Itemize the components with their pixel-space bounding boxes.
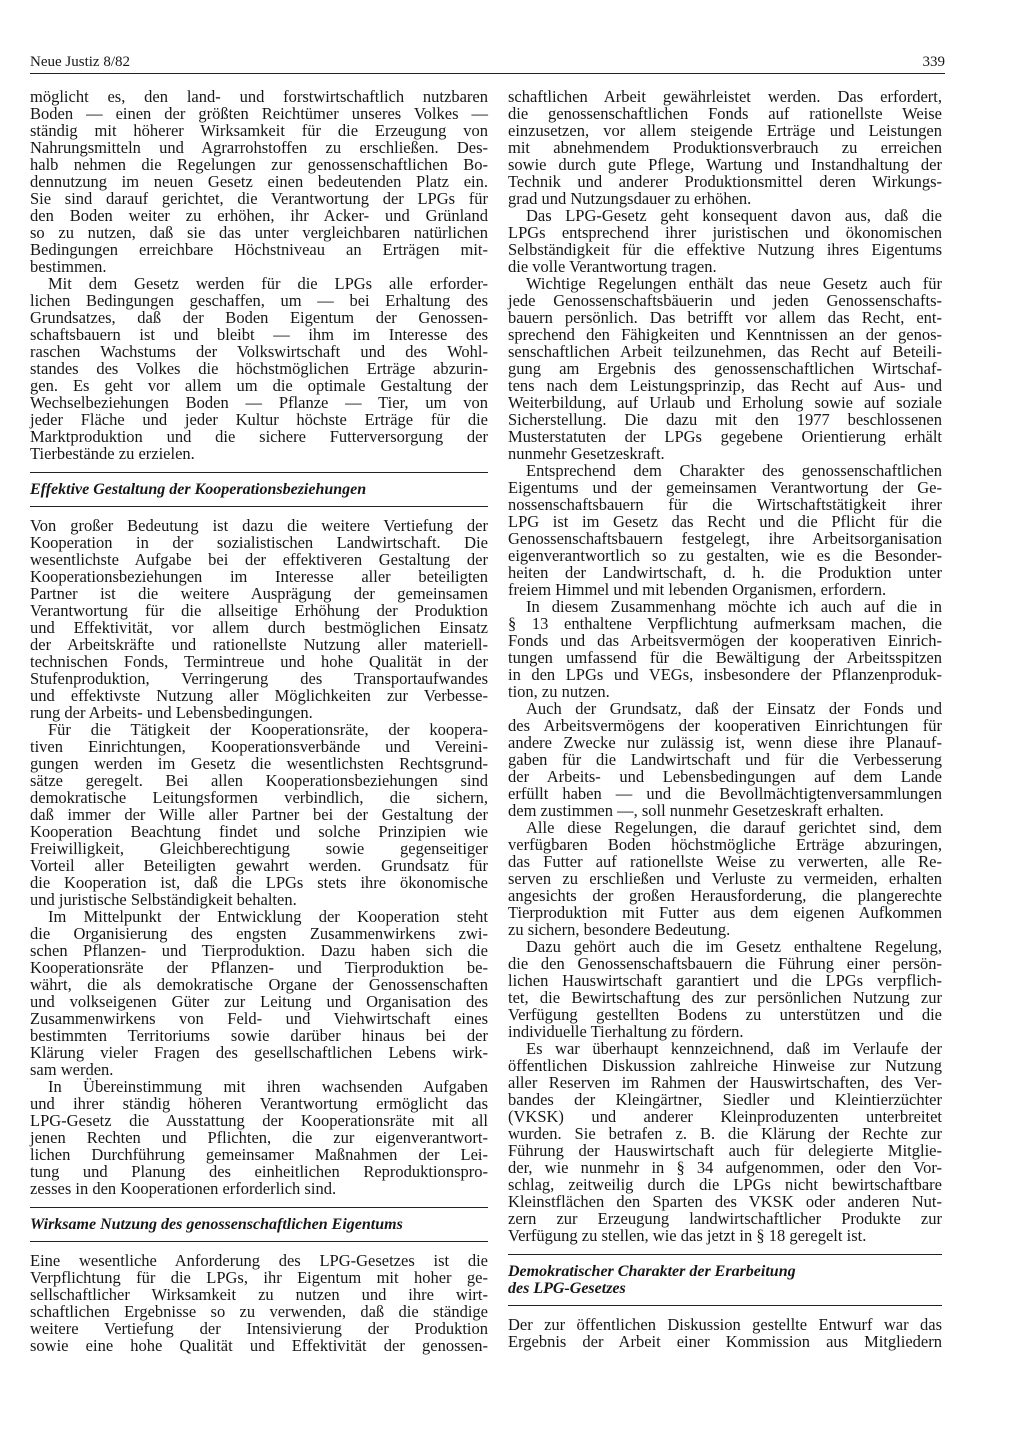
text-line: Verpflichtung für die LPGs, ihr Eigentum mit hoher ge- xyxy=(30,1268,488,1287)
text-line: Sicherstellung. Die dazu mit den 1977 beschlossenen xyxy=(508,410,942,429)
text-line: Von großer Bedeutung ist dazu die weitere Vertiefung der xyxy=(30,516,488,535)
text-line: dem zustimmen —, soll nunmehr Gesetzeskraft erhalten. xyxy=(508,801,884,820)
text-line: Mit dem Gesetz werden für die LPGs alle erforder- xyxy=(48,274,488,293)
text-line: bauern persönlich. Das betrifft vor allem das Recht, ent- xyxy=(508,308,942,327)
text-line: die volle Verantwortung tragen. xyxy=(508,257,717,276)
header-rule xyxy=(30,73,945,74)
text-line: gaben für die Landwirtschaft und für die Verbesserung xyxy=(508,750,942,769)
text-line: wesentlichste Aufgabe bei der effektiveren Gestaltung der xyxy=(30,550,488,569)
journal-issue: Neue Justiz 8/82 xyxy=(30,54,130,70)
text-line: technischen Fonds, Termintreue und hohe Qualität in der xyxy=(30,652,488,671)
text-line: tens nach dem Leistungsprinzip, das Recht auf Aus- und xyxy=(508,376,942,395)
paragraph xyxy=(30,517,488,721)
text-line: und ihrer ständig höheren Verantwortung ermöglicht das xyxy=(30,1094,488,1113)
text-line: Dazu gehört auch die im Gesetz enthaltene Regelung, xyxy=(526,937,942,956)
text-line: Tierbestände zu erzielen. xyxy=(30,444,195,463)
text-line: Partner ist die weitere Ausprägung der gemeinsamen xyxy=(30,584,488,603)
text-line: die Kooperation ist, daß die LPGs stets ihre ökonomische xyxy=(30,873,488,892)
text-line: Verfügung zu stellen, wie das jetzt in § 18 geregelt ist. xyxy=(508,1226,867,1245)
text-line: Sie sind darauf gerichtet, die Verantwortung der LPGs für xyxy=(30,189,488,208)
paragraph xyxy=(30,1078,488,1197)
text-line: der, wie nunmehr in § 34 aufgenommen, oder den Vor- xyxy=(508,1158,942,1177)
section-heading-line: Demokratischer Charakter der Erarbeitung xyxy=(508,1263,796,1280)
text-line: eigenverantwortlich so zu gestalten, wie es die Besonder- xyxy=(508,546,942,565)
text-line: schaftlichen Ergebnisse so zu verwenden, daß die ständige xyxy=(30,1302,488,1321)
text-line: das Futter auf rationellste Weise zu verwerten, alle Re- xyxy=(508,852,942,871)
text-line: Es war überhaupt kennzeichnend, daß im Verlaufe der xyxy=(526,1039,942,1058)
article-section xyxy=(30,88,488,462)
text-line: sam werden. xyxy=(30,1060,114,1079)
text-line: Musterstatuten der LPGs gegebene Orientierung erhält xyxy=(508,427,942,446)
text-line: und Effektivität, vor allem durch bestmöglichen Einsatz xyxy=(30,618,488,637)
text-line: tion, zu nutzen. xyxy=(508,682,610,701)
text-line: individuelle Tierhaltung zu fördern. xyxy=(508,1022,744,1041)
text-line: standes des Volkes die höchstmöglichen Erträge abzurin- xyxy=(30,359,488,378)
text-line: raschen Wachstums der Volkswirtschaft und des Wohl- xyxy=(30,342,488,361)
text-line: Entsprechend dem Charakter des genossenschaftlichen xyxy=(526,461,942,480)
text-line: Marktproduktion und die sichere Futterversorgung der xyxy=(30,427,488,446)
text-line: lichen Hauswirtschaft garantiert und die LPGs verpflich- xyxy=(508,971,942,990)
text-line: sellschaftlicher Wirksamkeit zu nutzen und ihre wirt- xyxy=(30,1285,488,1304)
paragraph xyxy=(508,275,942,462)
text-line: schaftsbauern ist und bleibt — ihm im Interesse des xyxy=(30,325,488,344)
text-line: Technik und anderer Produktionsmittel deren Wirkungs- xyxy=(508,172,942,191)
text-line: sowie durch gute Pflege, Wartung und Instandhaltung der xyxy=(508,155,942,174)
text-line: schlag, zeitweilig durch die LPGs nicht bewirtschaftbare xyxy=(508,1175,942,1194)
text-line: Eigentums und der gemeinsamen Verantwortung der Ge- xyxy=(508,478,942,497)
text-line: Vorteil aller Beteiligten gewahrt werden. Grundsatz für xyxy=(30,856,488,875)
text-line: des Arbeitsvermögens der kooperativen Einrichtungen für xyxy=(508,716,942,735)
text-line: serven zu erschließen und Verluste zu vermeiden, erhalten xyxy=(508,869,942,888)
text-line: freiem Himmel und mit lebenden Organismen, erfordern. xyxy=(508,580,887,599)
text-line: Bedingungen erreichbare Höchstniveau an Erträgen mit- xyxy=(30,240,488,259)
text-line: erfüllt haben — und die Bevollmächtigtenversammlungen xyxy=(508,784,942,803)
text-line: weitere Vertiefung der Intensivierung der Produktion xyxy=(30,1319,488,1338)
paragraph xyxy=(508,1040,942,1244)
paragraph xyxy=(30,908,488,1078)
text-line: In Übereinstimmung mit ihren wachsenden Aufgaben xyxy=(48,1077,488,1096)
text-line: Verantwortung für die allseitige Erhöhung der Produktion xyxy=(30,601,488,620)
text-line: öffentlichen Diskussion zahlreiche Hinweise zur Nutzung xyxy=(508,1056,942,1075)
paragraph xyxy=(508,598,942,700)
paragraph xyxy=(508,207,942,275)
section-heading-line: Effektive Gestaltung der Kooperationsbeziehungen xyxy=(30,481,367,498)
text-line: Freiwilligkeit, Gleichberechtigung sowie gegenseitiger xyxy=(30,839,488,858)
text-line: die den Genossenschaftsbauern die Führung einer persön- xyxy=(508,954,942,973)
text-line: Genossenschaftsbauern festgelegt, ihre Arbeitsorganisation xyxy=(508,529,942,548)
text-line: Kooperation Beachtung findet und solche Prinzipien wie xyxy=(30,822,488,841)
text-line: lichen Durchführung gemeinsamer Maßnahmen der Lei- xyxy=(30,1145,488,1164)
text-line: Im Mittelpunkt der Entwicklung der Kooperation steht xyxy=(48,907,488,926)
text-line: § 13 enthaltene Verpflichtung aufmerksam machen, die xyxy=(508,614,942,633)
text-line: rung der Arbeits- und Lebensbedingungen. xyxy=(30,703,313,722)
text-line: halb nehmen die Regelungen zur genossenschaftlichen Bo- xyxy=(30,155,488,174)
text-line: Nahrungsmitteln und Agrarrohstoffen zu erschließen. Des- xyxy=(30,138,488,157)
text-line: wurden. Sie betrafen z. B. die Klärung der Rechte zur xyxy=(508,1124,942,1143)
text-line: Grundsatzes, daß der Boden Eigentum der Genossen- xyxy=(30,308,488,327)
text-line: Kooperationsräte der Pflanzen- und Tierproduktion be- xyxy=(30,958,488,977)
text-line: Verfügung gestellten Bodens zu unterstützen und die xyxy=(508,1005,942,1024)
text-line: Wechselbeziehungen Boden — Pflanze — Tier, um von xyxy=(30,393,488,412)
text-line: einzusetzen, vor allem steigende Erträge und Leistungen xyxy=(508,121,942,140)
text-line: tung und Planung des einheitlichen Reproduktionspro- xyxy=(30,1162,488,1181)
section-heading xyxy=(508,1255,942,1305)
text-line: verfügbaren Boden höchstmögliche Erträge abzuringen, xyxy=(508,835,942,854)
text-line: Selbständigkeit für die effektive Nutzung ihres Eigentums xyxy=(508,240,942,259)
right-column xyxy=(508,88,942,1350)
text-line: aller Reserven im Rahmen der Hauswirtschaften, des Ver- xyxy=(508,1073,942,1092)
text-line: und volkseigenen Güter zur Leitung und Organisation des xyxy=(30,992,488,1011)
paragraph xyxy=(30,88,488,275)
text-line: bandes der Kleingärtner, Siedler und Kleintierzüchter xyxy=(508,1090,942,1109)
text-line: sätze geregelt. Bei allen Kooperationsbeziehungen sind xyxy=(30,771,488,790)
left-column xyxy=(30,88,488,1354)
text-line: Boden — einen der größten Reichtümer unseres Volkes — xyxy=(30,104,488,123)
text-line: dennutzung im neuen Gesetz einen bedeutenden Platz ein. xyxy=(30,172,488,191)
text-line: Auch der Grundsatz, daß der Einsatz der Fonds und xyxy=(526,699,942,718)
text-line: ständig mit höherer Wirksamkeit für die Erzeugung von xyxy=(30,121,488,140)
text-line: In diesem Zusammenhang möchte ich auch auf die in xyxy=(526,597,942,616)
text-line: und effektivste Nutzung aller Möglichkeiten zur Verbesse- xyxy=(30,686,488,705)
running-header xyxy=(30,53,945,71)
text-line: sowie eine hohe Qualität und Effektivität der genossen- xyxy=(30,1336,488,1355)
section-rule xyxy=(508,1305,942,1306)
page-number: 339 xyxy=(922,54,945,70)
text-line: Kleinstflächen den Sparten des VKSK oder anderen Nut- xyxy=(508,1192,942,1211)
text-line: schen Pflanzen- und Tierproduktion. Dazu haben sich die xyxy=(30,941,488,960)
text-line: schaftlichen Arbeit gewährleistet werden. Das erfordert, xyxy=(508,87,942,106)
text-line: Fonds und das Arbeitsvermögen der kooperativen Einrich- xyxy=(508,631,942,650)
text-line: mit abnehmendem Produktionsverbrauch zu erreichen xyxy=(508,138,942,157)
text-line: nunmehr Gesetzeskraft. xyxy=(508,444,665,463)
text-line: bestimmen. xyxy=(30,257,107,276)
text-line: möglicht es, den land- und forstwirtschaftlich nutzbaren xyxy=(30,87,488,106)
text-line: angesichts der großen Herausforderung, die plangerechte xyxy=(508,886,942,905)
text-line: Kooperation in der sozialistischen Landwirtschaft. Die xyxy=(30,533,488,552)
text-line: LPG-Gesetz die Ausstattung der Kooperationsräte mit all xyxy=(30,1111,488,1130)
text-line: Zusammenwirkens von Feld- und Viehwirtschaft eines xyxy=(30,1009,488,1028)
text-line: währt, die als demokratische Organe der Genossenschaften xyxy=(30,975,488,994)
section-rule xyxy=(30,1241,488,1242)
text-line: der Arbeits- und Lebensbedingungen auf dem Lande xyxy=(508,767,942,786)
text-line: in den LPGs und VEGs, insbesondere der Pflanzenproduk- xyxy=(508,665,942,684)
section-heading xyxy=(30,1208,488,1241)
text-line: und juristische Selbständigkeit behalten. xyxy=(30,890,297,909)
text-line: gungen werden im Gesetz die wesentlichsten Rechtsgrund- xyxy=(30,754,488,773)
paragraph xyxy=(30,721,488,908)
text-line: der Arbeitskräfte und rationellste Nutzung aller materiell- xyxy=(30,635,488,654)
text-line: daß immer der Wille aller Partner bei der Gestaltung der xyxy=(30,805,488,824)
text-line: zu sichern, besondere Bedeutung. xyxy=(508,920,731,939)
text-line: den Boden weiter zu erhöhen, ihr Acker- und Grünland xyxy=(30,206,488,225)
text-line: zern zur Erzeugung landwirtschaftlicher Produkte zur xyxy=(508,1209,942,1228)
text-line: (VKSK) und anderer Kleinproduzenten unterbreitet xyxy=(508,1107,942,1126)
text-line: Kooperationsbeziehungen im Interesse aller beteiligten xyxy=(30,567,488,586)
text-line: jeder Fläche und jeder Kultur höchste Erträge für die xyxy=(30,410,488,429)
paragraph xyxy=(508,88,942,207)
text-line: tungen umfassend für die Bewältigung der Arbeitsspitzen xyxy=(508,648,942,667)
text-line: Ergebnis der Arbeit einer Kommission aus Mitgliedern xyxy=(508,1332,942,1351)
text-line: gen. Es geht vor allem um die optimale Gestaltung der xyxy=(30,376,488,395)
article-section xyxy=(30,1207,488,1354)
paragraph xyxy=(30,1252,488,1354)
text-line: Tierproduktion mit Futter aus dem eigenen Aufkommen xyxy=(508,903,942,922)
section-heading-line: Wirksame Nutzung des genossenschaftlichen Eigentums xyxy=(30,1216,403,1233)
text-line: demokratische Leitungsformen verbindlich, die sichern, xyxy=(30,788,488,807)
text-line: sprechend den Fähigkeiten und Kenntnissen an der genos- xyxy=(508,325,942,344)
text-line: nossenschaftsbauern für die Wirtschaftstätigkeit ihrer xyxy=(508,495,942,514)
text-line: LPG ist im Gesetz das Recht und die Pflicht für die xyxy=(508,512,942,531)
section-heading xyxy=(30,473,488,506)
text-line: zesses in den Kooperationen erforderlich sind. xyxy=(30,1179,337,1198)
article-section xyxy=(30,472,488,1197)
paragraph xyxy=(30,275,488,462)
text-line: Der zur öffentlichen Diskussion gestellte Entwurf war das xyxy=(508,1315,942,1334)
text-line: grad und Nutzungsdauer zu erhöhen. xyxy=(508,189,752,208)
text-line: Wichtige Regelungen enthält das neue Gesetz auch für xyxy=(526,274,942,293)
text-line: tiven Einrichtungen, Kooperationsverbände und Vereini- xyxy=(30,737,488,756)
paragraph xyxy=(508,938,942,1040)
paragraph xyxy=(508,700,942,819)
text-line: so zu nutzen, daß sie das unter vergleichbaren natürlichen xyxy=(30,223,488,242)
text-line: die Organisierung des engsten Zusammenwirkens zwi- xyxy=(30,924,488,943)
article-section xyxy=(508,1254,942,1350)
text-line: bestimmten Territoriums sowie darüber hinaus bei der xyxy=(30,1026,488,1045)
section-heading-line: des LPG-Gesetzes xyxy=(508,1280,626,1297)
text-line: lichen Bedingungen geschaffen, um — bei Erhaltung des xyxy=(30,291,488,310)
section-rule xyxy=(30,506,488,507)
text-line: die genossenschaftlichen Fonds auf rationellste Weise xyxy=(508,104,942,123)
text-line: Eine wesentliche Anforderung des LPG-Gesetzes ist die xyxy=(30,1251,488,1270)
text-line: tet, die Bewirtschaftung des zur persönlichen Nutzung zur xyxy=(508,988,942,1007)
paragraph xyxy=(508,1316,942,1350)
text-line: heiten der Landwirtschaft, d. h. die Produktion unter xyxy=(508,563,942,582)
text-line: Klärung vieler Fragen des gesellschaftlichen Lebens wirk- xyxy=(30,1043,488,1062)
paragraph xyxy=(508,819,942,938)
text-line: Stufenproduktion, Verringerung des Transportaufwandes xyxy=(30,669,488,688)
text-line: jede Genossenschaftsbäuerin und jeden Genossenschafts- xyxy=(508,291,942,310)
text-line: andere Zwecke nur zulässig ist, wenn diese ihre Planauf- xyxy=(508,733,942,752)
text-line: Für die Tätigkeit der Kooperationsräte, der koopera- xyxy=(48,720,488,739)
text-line: Weiterbildung, auf Urlaub und Erholung sowie auf soziale xyxy=(508,393,942,412)
text-line: LPGs entsprechend ihrer juristischen und ökonomischen xyxy=(508,223,942,242)
paragraph xyxy=(508,462,942,598)
text-line: Das LPG-Gesetz geht konsequent davon aus, daß die xyxy=(526,206,942,225)
text-line: Alle diese Regelungen, die darauf gerichtet sind, dem xyxy=(526,818,942,837)
article-section xyxy=(508,88,942,1244)
text-line: Führung der Hauswirtschaft auch für delegierte Mitglie- xyxy=(508,1141,942,1160)
text-line: gung am Ergebnis des genossenschaftlichen Wirtschaf- xyxy=(508,359,942,378)
text-line: jenen Rechten und Pflichten, die zur eigenverantwort- xyxy=(30,1128,488,1147)
text-line: senschaftlichen Arbeit teilzunehmen, das Recht auf Beteili- xyxy=(508,342,942,361)
